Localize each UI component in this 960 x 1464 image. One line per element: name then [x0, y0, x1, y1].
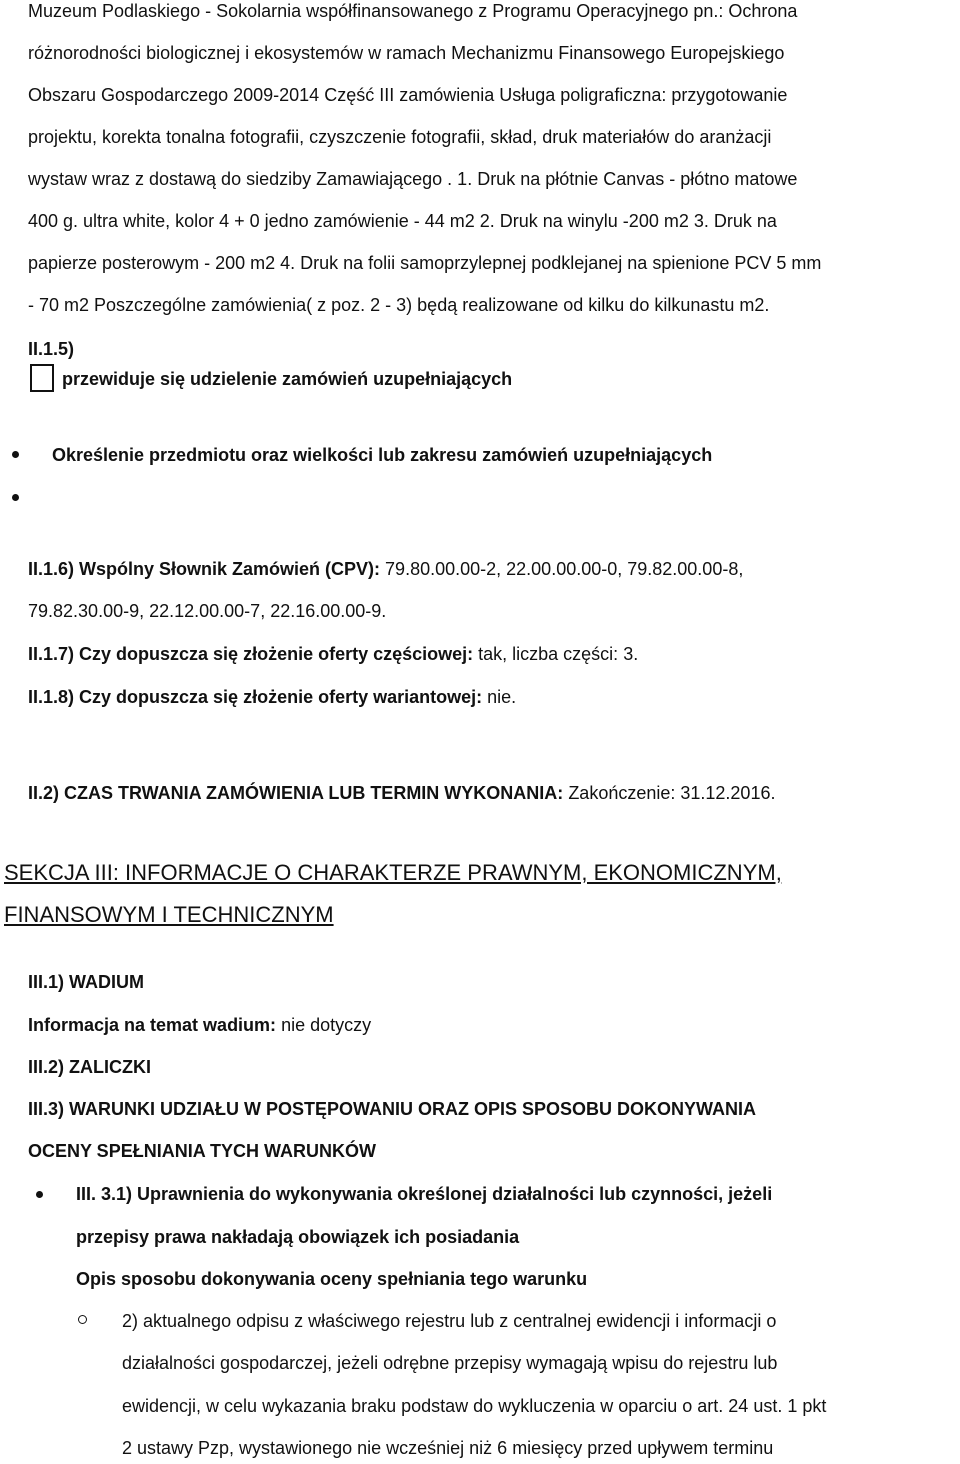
supplementary-orders-checkbox[interactable]	[30, 364, 54, 392]
item2-line: 2) aktualnego odpisu z właściwego rejestru lub z centralnej ewidencji i informacji o	[122, 1311, 777, 1331]
intro-line: Obszaru Gospodarczego 2009-2014 Część III zamówienia Usługa poligraficzna: przygotowanie	[28, 85, 788, 105]
cpv-line	[28, 558, 743, 580]
section-heading-ii-1-5: II.1.5)	[28, 339, 75, 359]
duration-label: II.2) CZAS TRWANIA ZAMÓWIENIA LUB TERMIN WYKONANIA:	[28, 783, 564, 803]
intro-line: różnorodności biologicznej i ekosystemów w ramach Mechanizmu Finansowego Europejskiego	[28, 43, 785, 63]
intro-line: papierze posterowym - 200 m2 4. Druk na folii samoprzylepnej podklejanej na spienione PCV 5 mm	[28, 253, 822, 273]
iii3-heading: III.3) WARUNKI UDZIAŁU W POSTĘPOWANIU ORAZ OPIS SPOSOBU DOKONYWANIA	[28, 1099, 757, 1119]
cpv-label: II.1.6) Wspólny Słownik Zamówień (CPV):	[28, 559, 381, 579]
cpv-value-line2: 79.82.30.00-9, 22.12.00.00-7, 22.16.00.00-9.	[28, 601, 387, 621]
variant-offer-line	[28, 686, 516, 708]
circle-bullet-icon	[78, 1315, 87, 1324]
iii31-heading: III. 3.1) Uprawnienia do wykonywania określonej działalności lub czynności, jeżeli	[76, 1184, 773, 1204]
duration-value: Zakończenie: 31.12.2016.	[563, 783, 776, 803]
checkbox-label: przewiduje się udzielenie zamówień uzupełniających	[62, 369, 513, 389]
bullet-icon	[12, 451, 19, 458]
partial-offer-label: II.1.7) Czy dopuszcza się złożenie oferty częściowej:	[28, 644, 474, 664]
section-iii-title: SEKCJA III: INFORMACJE O CHARAKTERZE PRAWNYM, EKONOMICZNYM,	[4, 860, 782, 885]
intro-line: wystaw wraz z dostawą do siedziby Zamawiającego . 1. Druk na płótnie Canvas - płótno matowe	[28, 169, 798, 189]
intro-line: projektu, korekta tonalna fotografii, czyszczenie fotografii, skład, druk materiałów do aranżacji	[28, 127, 772, 147]
cpv-value: 79.80.00.00-2, 22.00.00.00-0, 79.82.00.00-8,	[380, 559, 744, 579]
variant-offer-value: nie.	[482, 687, 517, 707]
bullet-item-label: Określenie przedmiotu oraz wielkości lub zakresu zamówień uzupełniających	[52, 445, 713, 465]
intro-line: Muzeum Podlaskiego - Sokolarnia współfinansowanego z Programu Operacyjnego pn.: Ochrona	[28, 1, 798, 21]
item2-line: 2 ustawy Pzp, wystawionego nie wcześniej niż 6 miesięcy przed upływem terminu	[122, 1438, 774, 1458]
iii31-heading-line2: przepisy prawa nakładają obowiązek ich posiadania	[76, 1227, 520, 1247]
partial-offer-value: tak, liczba części: 3.	[473, 644, 639, 664]
wadium-label: Informacja na temat wadium:	[28, 1015, 277, 1035]
variant-offer-label: II.1.8) Czy dopuszcza się złożenie oferty wariantowej:	[28, 687, 483, 707]
item2-line: ewidencji, w celu wykazania braku podstaw do wykluczenia w oparciu o art. 24 ust. 1 pkt	[122, 1396, 827, 1416]
wadium-line	[28, 1014, 371, 1036]
item2-line: działalności gospodarczej, jeżeli odrębne przepisy wymagają wpisu do rejestru lub	[122, 1353, 778, 1373]
intro-line: 400 g. ultra white, kolor 4 + 0 jedno zamówienie - 44 m2 2. Druk na winylu -200 m2 3. Druk na	[28, 211, 777, 231]
bullet-icon	[36, 1191, 43, 1198]
opis-heading: Opis sposobu dokonywania oceny spełniania tego warunku	[76, 1269, 588, 1289]
wadium-heading: III.1) WADIUM	[28, 972, 144, 992]
iii3-heading-line2: OCENY SPEŁNIANIA TYCH WARUNKÓW	[28, 1141, 377, 1161]
zaliczki-heading: III.2) ZALICZKI	[28, 1057, 151, 1077]
bullet-icon	[12, 494, 19, 501]
duration-line	[28, 782, 775, 804]
wadium-value: nie dotyczy	[276, 1015, 372, 1035]
intro-line: - 70 m2 Poszczególne zamówienia( z poz. 2 - 3) będą realizowane od kilku do kilkunastu m2.	[28, 295, 770, 315]
partial-offer-line	[28, 643, 638, 665]
section-iii-title-line2: FINANSOWYM I TECHNICZNYM	[4, 902, 334, 927]
